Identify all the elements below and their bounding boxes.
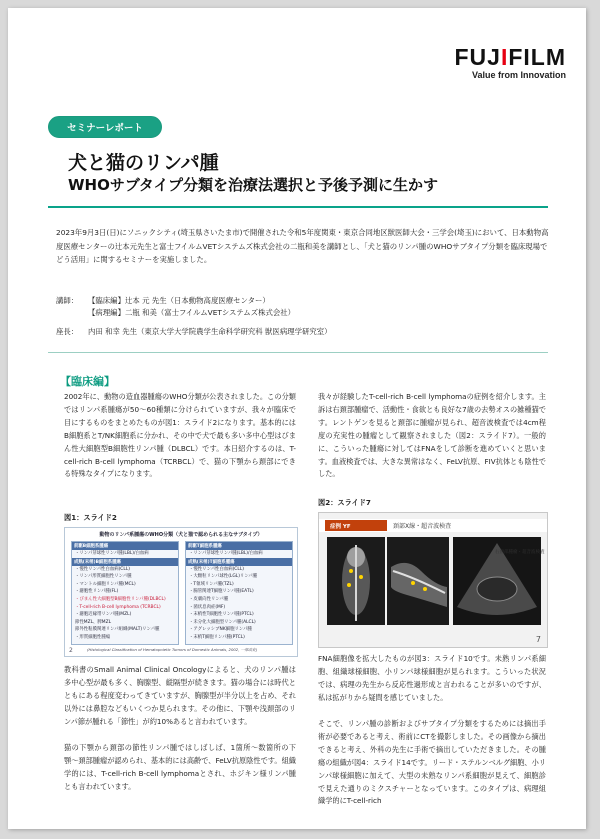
slide2-b3-item: ・形質細胞性腫瘍 <box>75 634 111 640</box>
slide2-t-cell-box <box>185 541 293 645</box>
slide2-footer: (Histological Classification of Hematopoietic Tumors of Domestic Animals, 2002, 一部改変) <box>87 647 258 652</box>
slide2-b1-item: ・リンパ芽球性リンパ腫(LBL)/白血病 <box>75 551 149 556</box>
left-column-p3: 猫の下顎から頚部の節性リンパ腫ではしばしば、1箇所〜数箇所の下顎〜頚部腫瘤が認められ、基本的には高齢で、FeLV抗原陰性です。組織学的には、T-cell-rich B-cell lymphomaとされ、ホジキン様リンパ腫とも言われています。 <box>64 743 296 791</box>
slide2-t2-item: ・皮膚向性リンパ腫 <box>189 596 229 602</box>
slide7-header: 頚部X線・超音波検査 <box>393 523 452 530</box>
page-subtitle: WHOサブタイプ分類を治療法選択と予後予測に生かす <box>68 176 439 194</box>
slide2-b2-item: ・マントル細胞リンパ腫(MCL) <box>75 581 136 587</box>
slide2-b2-item: ・濾胞性リンパ腫(FL) <box>75 589 119 595</box>
figure1-caption: 図1：スライド2 <box>64 513 117 522</box>
header-divider <box>48 206 548 208</box>
slide2-b_red-item: ・T-cell-rich B-cell lymphoma (TCRBCL) <box>75 604 161 610</box>
slide2-t2-item: ・未分化大細胞型リンパ腫(ALCL) <box>189 619 256 625</box>
slide2-b2-item: ・慢性リンパ性白血病(CLL) <box>75 566 130 572</box>
lecturer-pathology: 【病理編】二瓶 和美（富士フイルムVETシステムズ株式会社） <box>88 308 296 317</box>
slide2-t-list2 <box>186 566 292 642</box>
right-column-p1: 我々が経験したT-cell-rich B-cell lymphomaの症例を紹介します。主訴は右頚部腫瘤で、活動性・食欲とも良好な7歳の去勢オスの雑種猫です。レントゲンを見ると頚部に腫瘤が見られ、超音波検査では4cm程度の充実性の腫瘤として観察されました（図2：スライド7）。一般的に、こういった腫瘍に対してはFNAをして診断を進めていくと思います。血液検査では、大きな異常はなく、FeLV抗原、FIV抗体とも陰性でした。 <box>318 392 546 479</box>
section-heading-clinical: 【臨床編】 <box>60 375 115 388</box>
meta-divider <box>48 352 548 353</box>
page-title: 犬と猫のリンパ腫 <box>68 152 219 174</box>
right-column-p2: FNA細胞像を拡大したものが図3：スライド10です。未熟リンパ系細胞、組織球様細胞、小リンパ球様細胞が見られます。こういった状況では、病理の先生から反応性過形成と言われることが多いのですが、私は拡がりから疑問を感じていました。 <box>318 654 546 702</box>
slide7-us-label: 右頚部腫瘤・超音波検査 <box>495 550 545 555</box>
xray-ventrodorsal-image <box>327 537 385 625</box>
slide2-number: 2 <box>69 647 73 654</box>
intro-paragraph: 2023年9月3日(日)にソニックシティ(埼玉県さいたま市)で開催された令和5年度関東・東京合同地区獣医師大会・三学会(埼玉)において、日本動物高度医療センターの辻本元先生と富士フイルムVETシステムズ株式会社の二瓶和美を講師とし、「犬と猫のリンパ腫のWHOサブタイプ分類を臨床現場でどう活用」に関するセミナーを実施しました。 <box>56 228 549 264</box>
xray-lat-drawing <box>387 537 449 625</box>
slide2-b-cell-box <box>71 541 179 645</box>
figure2-caption: 図2：スライド7 <box>318 498 371 507</box>
slide2-who-classification <box>64 527 298 657</box>
slide2-t-head2: 成熟(末梢)T細胞系腫瘍 <box>186 558 292 566</box>
slide2-t2-item: ・末梢性T細胞性リンパ腫(PTCL) <box>189 612 254 618</box>
slide2-t2-item: ・慢性リンパ性白血病(CLL) <box>189 566 244 572</box>
chair-name: 内田 和幸 先生（東京大学大学院農学生命科学研究科 獣医病理学研究室） <box>88 327 332 336</box>
left-column-p2: 教科書のSmall Animal Clinical Oncologyによると、犬のリンパ腫は多中心型が最も多く、胸腺型、縦隔型が続きます。猫の場合には時代とともにある程度変わってきていますが、胸腺型が半分以上を占め、それ以外には鼻腔などもいくつか見られます。その他に、下顎や浅頚部のリンパ節が腫れる「節性」が約10%あると言われています。 <box>64 665 296 726</box>
slide2-b3-item: ・濾胞辺縁帯リンパ腫(MZL) <box>75 612 132 618</box>
page <box>8 8 586 829</box>
slide2-b-list3 <box>72 611 178 641</box>
slide2-b2-item: ・リンパ形質細胞性リンパ腫 <box>75 574 132 580</box>
slide7-case-label: 症例 YF <box>325 520 387 531</box>
slide7-number: 7 <box>535 635 541 644</box>
fujifilm-logo <box>455 44 567 80</box>
slide2-b3-item: 節性MZL、脾MZL <box>75 619 112 625</box>
slide2-t2-item: ・菌状息肉症(MF) <box>189 604 226 610</box>
slide2-t-head1: 前駆T細胞系腫瘍 <box>186 542 292 550</box>
slide2-t2-item: ・T領域リンパ腫(TZL) <box>189 581 234 587</box>
slide2-b-head1: 前駆B細胞系腫瘍 <box>72 542 178 550</box>
slide2-t1-item: ・リンパ芽球性リンパ腫(LBL)/白血病 <box>189 551 263 556</box>
xray-lateral-image <box>387 537 449 625</box>
lecturer-clinical: 【臨床編】辻本 元 先生（日本動物高度医療センター） <box>88 296 270 305</box>
slide2-t2-item: ・末梢T細胞リンパ腫(PTCL) <box>189 634 245 640</box>
slide2-t-list1 <box>186 550 292 558</box>
slide2-b-list1 <box>72 550 178 558</box>
slide2-t2-item: ・アグレッシブNK細胞リンパ腫 <box>189 627 252 633</box>
chair-block <box>56 326 332 338</box>
slide2-b-list2 <box>72 566 178 596</box>
lecturers-block <box>56 295 295 319</box>
chair-label: 座長： <box>56 327 79 336</box>
seminar-report-badge: セミナーレポート <box>48 116 162 138</box>
xray-vd-drawing <box>327 537 385 625</box>
slide2-b-head2: 成熟(末梢)B細胞系腫瘍 <box>72 558 178 566</box>
logo-wordmark: FUJIFILM <box>454 44 566 70</box>
logo-tagline: Value from Innovation <box>471 70 566 80</box>
slide2-b3-item: 節外性粘膜関連リンパ組織(MALT)リンパ腫 <box>75 627 160 633</box>
slide2-t2-item: ・腸管関連T細胞リンパ腫(EATL) <box>189 589 254 595</box>
lecturers-label: 講師： <box>56 296 79 305</box>
slide2-b-highlight <box>72 596 178 611</box>
left-column-p1: 2002年に、動物の造血器腫瘍のWHO分類が公表されました。この分類ではリンパ系腫瘍が50〜60種類に分けられていますが、我々が臨床で目にするものをまとめたものが図1：スライド2になります。基本的にはB細胞系とT/NK細胞系に分かれ、その中で犬で最も多い多中心型はびまん性大細胞型B細胞性リンパ腫（DLBCL）です。本日紹介するのは、T-cell-rich B-cell lymphoma（TCRBCL）で、猫の下顎から頚部にできる特殊なタイプになります。 <box>64 392 296 479</box>
right-column-p3: そこで、リンパ腫の診断およびサブタイプ分類をするためには摘出手術が必要であると考え、術前にCTを撮影しました。その画像から摘出できると考え、外科の先生に手術で摘出していただきました。その腫瘍の組織が図4：スライド14です。リード・ステルンベルグ細胞、小リンパ球様細胞に加えて、大型の未熟なリンパ系細胞が見えて、細胞診で見えた通りのミクスチャーとなっています。このタイプは、病理組織学的にT-cell-rich <box>318 719 546 806</box>
slide7-imaging <box>318 512 548 648</box>
slide2-title: 動物のリンパ系腫瘍のWHO分類（犬と猫で認められる主なサブタイプ） <box>99 532 263 538</box>
slide2-b_red-item: ・びまん性大細胞型B細胞性リンパ腫(DLBCL) <box>75 596 166 602</box>
slide2-t2-item: ・大顆粒リンパ球性(LGL)リンパ腫 <box>189 574 258 580</box>
